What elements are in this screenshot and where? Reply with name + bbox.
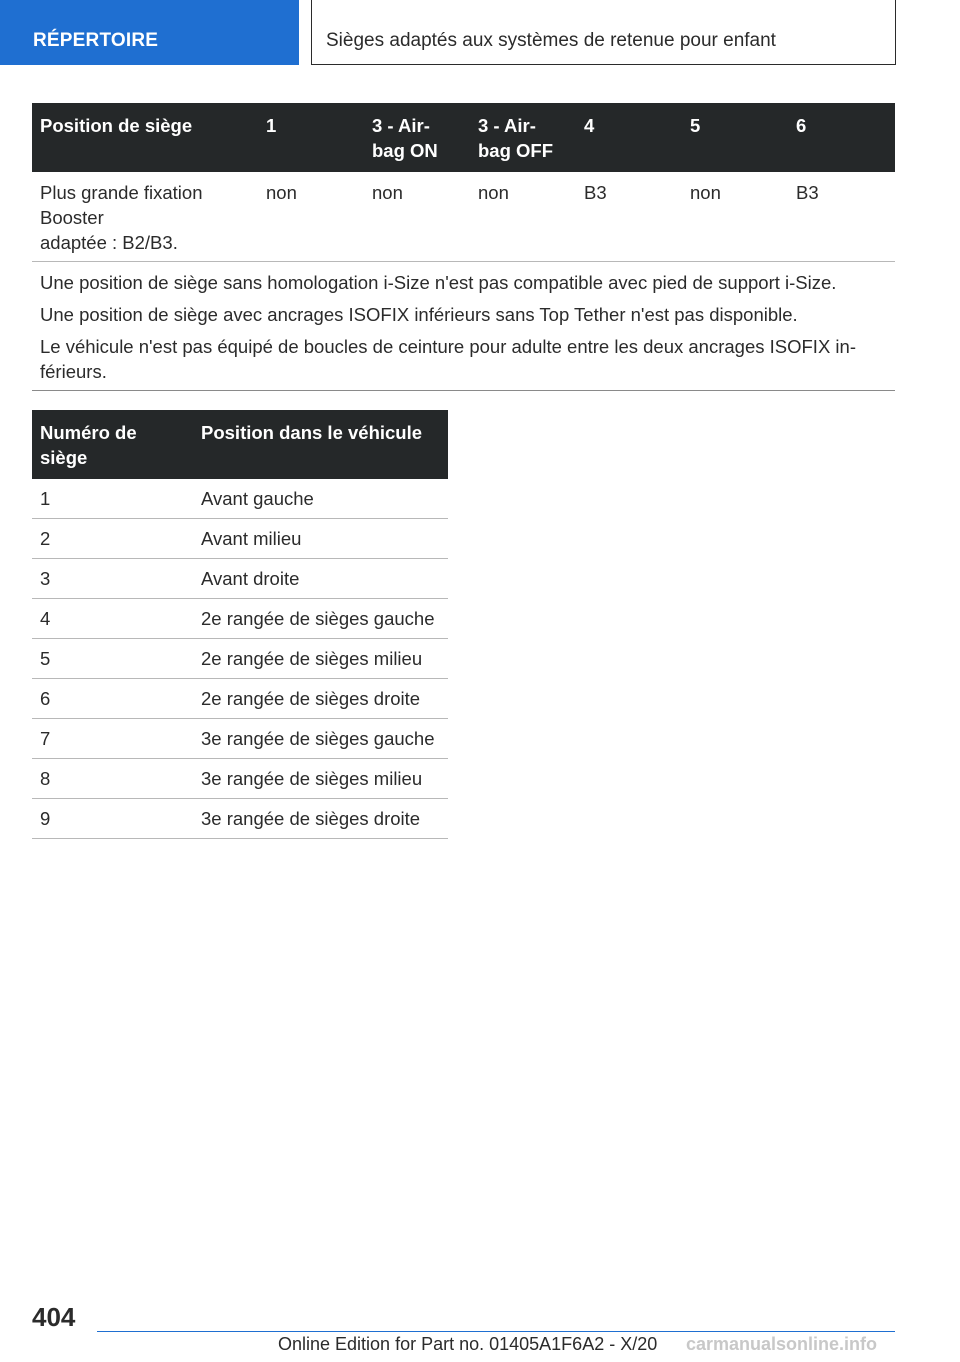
seat-number: 5 <box>32 639 193 679</box>
column-header: 4 <box>576 103 682 172</box>
table-row <box>32 519 448 559</box>
footer-edition: Online Edition for Part no. 01405A1F6A2 - X/20 <box>278 1334 658 1354</box>
table-row <box>32 679 448 719</box>
column-header: 6 <box>788 103 895 172</box>
seat-number: 9 <box>32 799 193 839</box>
table-cell: non <box>364 172 470 262</box>
table-notes <box>32 262 895 391</box>
page-number: 404 <box>32 1302 76 1332</box>
column-header: 3 - Air- bag ON <box>364 103 470 172</box>
seat-position: 3e rangée de sièges milieu <box>193 759 448 799</box>
page-title: Sièges adaptés aux systèmes de retenue pour enfant <box>311 0 896 65</box>
seat-compatibility-table <box>32 103 895 391</box>
table-cell: B3 <box>788 172 895 262</box>
seat-number: 6 <box>32 679 193 719</box>
table-row <box>32 559 448 599</box>
table-cell: B3 <box>576 172 682 262</box>
seat-position: Avant gauche <box>193 479 448 519</box>
column-header: 5 <box>682 103 788 172</box>
seat-position: 2e rangée de sièges milieu <box>193 639 448 679</box>
table-row <box>32 719 448 759</box>
column-header: Position de siège <box>32 103 258 172</box>
table-cell: non <box>258 172 364 262</box>
table-row <box>32 172 895 262</box>
note-text: Une position de siège avec ancrages ISOFIX inférieurs sans Top Tether n'est pas disponible. <box>40 304 798 325</box>
table-notes-row <box>32 262 895 391</box>
seat-number: 4 <box>32 599 193 639</box>
seat-position: Avant droite <box>193 559 448 599</box>
column-header: 1 <box>258 103 364 172</box>
note-text: Le véhicule n'est pas équipé de boucles de ceinture pour adulte entre les deux ancrages ISOFIX in- férieurs. <box>40 336 856 382</box>
seat-number: 8 <box>32 759 193 799</box>
table-cell: non <box>682 172 788 262</box>
seat-number: 2 <box>32 519 193 559</box>
seat-number: 3 <box>32 559 193 599</box>
seat-number: 1 <box>32 479 193 519</box>
column-header: 3 - Air- bag OFF <box>470 103 576 172</box>
seat-position: 3e rangée de sièges gauche <box>193 719 448 759</box>
table-header-row <box>32 410 448 479</box>
seat-position: 3e rangée de sièges droite <box>193 799 448 839</box>
note-text: Une position de siège sans homologation i-Size n'est pas compatible avec pied de support i-Size. <box>40 272 837 293</box>
table-row <box>32 639 448 679</box>
seat-number-table <box>32 410 448 839</box>
table-row <box>32 759 448 799</box>
column-header: Numéro de siège <box>32 410 193 479</box>
table-header-row <box>32 103 895 172</box>
section-tab[interactable]: RÉPERTOIRE <box>0 0 299 65</box>
column-header: Position dans le véhicule <box>193 410 448 479</box>
footer-divider <box>97 1331 895 1332</box>
seat-position: Avant milieu <box>193 519 448 559</box>
table-cell: non <box>470 172 576 262</box>
table-row <box>32 599 448 639</box>
seat-position: 2e rangée de sièges gauche <box>193 599 448 639</box>
watermark: carmanualsonline.info <box>686 1334 878 1354</box>
table-row <box>32 479 448 519</box>
seat-position: 2e rangée de sièges droite <box>193 679 448 719</box>
table-row <box>32 799 448 839</box>
table-cell: Plus grande fixation Booster adaptée : B2/B3. <box>32 172 258 262</box>
seat-number: 7 <box>32 719 193 759</box>
